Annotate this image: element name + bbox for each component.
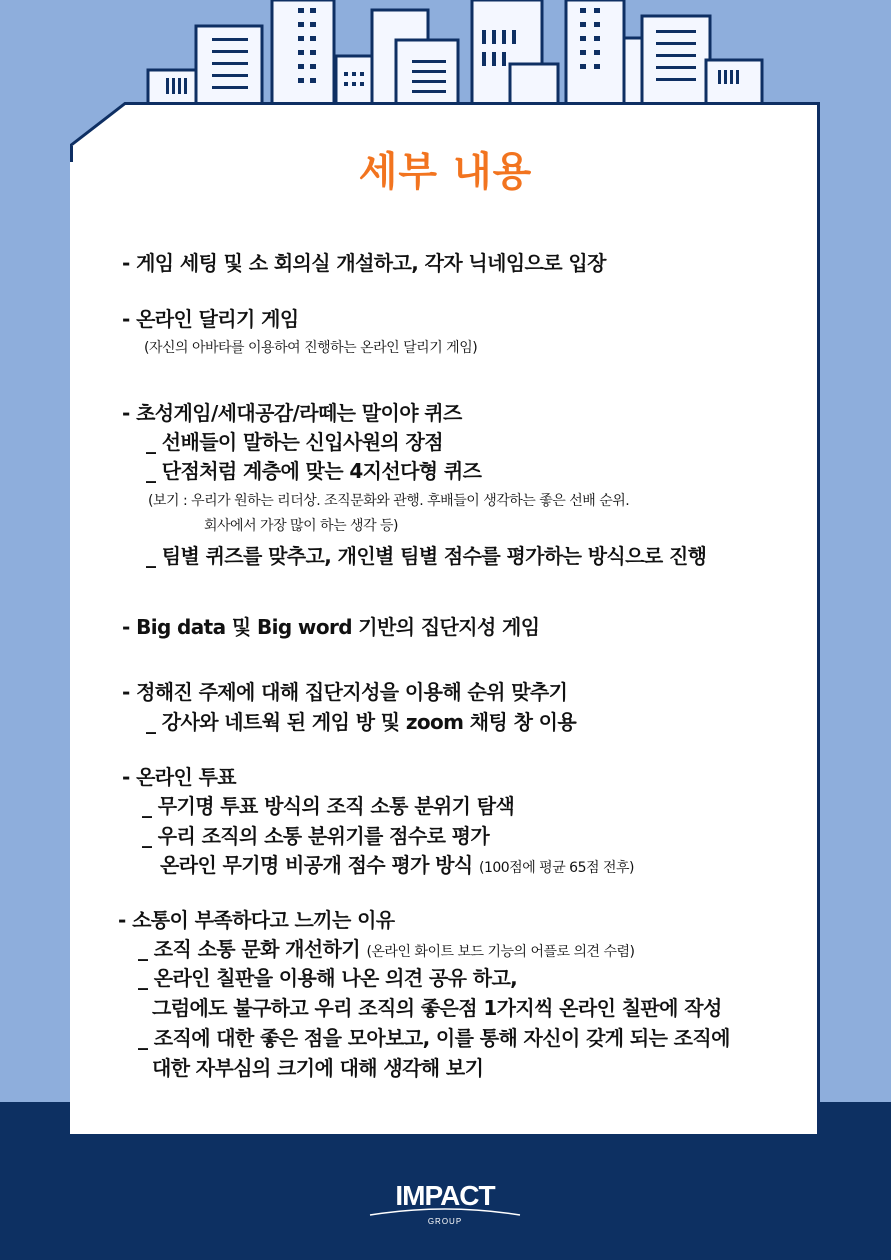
sub-item: _ 팀별 퀴즈를 맞추고, 개인별 팀별 점수를 평가하는 방식으로 진행 [146,544,707,568]
sub-item-continuation: 그럼에도 불구하고 우리 조직의 좋은점 1가지씩 온라인 칠판에 작성 [152,996,722,1020]
list-item: - 소통이 부족하다고 느끼는 이유 [118,908,395,932]
sub-item-note: (온라인 화이트 보드 기능의 어플로 의견 수렴) [366,944,635,960]
page-title: 세부 내용 [358,149,533,195]
sub-item: _ 무기명 투표 방식의 조직 소통 분위기 탐색 [142,794,515,818]
list-item-note: (보기 : 우리가 원하는 리더상. 조직문화와 관행. 후배들이 생각하는 좋은 선배 순위. [148,493,630,509]
city-skyline-illustration [0,0,891,110]
impact-group-logo [360,1175,530,1225]
sub-item: _ 온라인 칠판을 이용해 나온 의견 공유 하고, [138,966,518,990]
list-item: - 정해진 주제에 대해 집단지성을 이용해 순위 맞추기 [122,680,568,704]
logo-wordmark: IMPACT [395,1180,495,1211]
sub-item-note: (100점에 평균 65점 전후) [479,860,634,876]
list-item: - 초성게임/세대공감/라떼는 말이야 퀴즈 [122,401,462,425]
sub-item-continuation [160,849,634,878]
list-item: - 온라인 투표 [122,765,237,789]
sub-item: _ 단점처럼 계층에 맞는 4지선다형 퀴즈 [146,459,482,483]
sub-item: _ 조직에 대한 좋은 점을 모아보고, 이를 통해 자신이 갖게 되는 조직에 [138,1026,730,1050]
list-item: - 게임 세팅 및 소 회의실 개설하고, 각자 닉네임으로 입장 [122,251,606,275]
list-item-note: (자신의 아바타를 이용하여 진행하는 온라인 달리기 게임) [144,340,478,356]
list-item-note: 회사에서 가장 많이 하는 생각 등) [204,518,399,534]
sub-item: _ 강사와 네트웍 된 게임 방 및 zoom 채팅 창 이용 [146,710,577,734]
sub-item-continuation: 대한 자부심의 크기에 대해 생각해 보기 [152,1056,484,1080]
list-item: - 온라인 달리기 게임 [122,307,299,331]
sub-item-text: _ 조직 소통 문화 개선하기 [138,937,361,961]
list-item: - Big data 및 Big word 기반의 집단지성 게임 [122,615,540,639]
sub-item-text: 온라인 무기명 비공개 점수 평가 방식 [160,853,473,877]
sub-item: _ 선배들이 말하는 신입사원의 장점 [146,430,443,454]
logo-subtext: GROUP [427,1217,463,1225]
sub-item [138,933,635,962]
sub-item: _ 우리 조직의 소통 분위기를 점수로 평가 [142,824,490,848]
